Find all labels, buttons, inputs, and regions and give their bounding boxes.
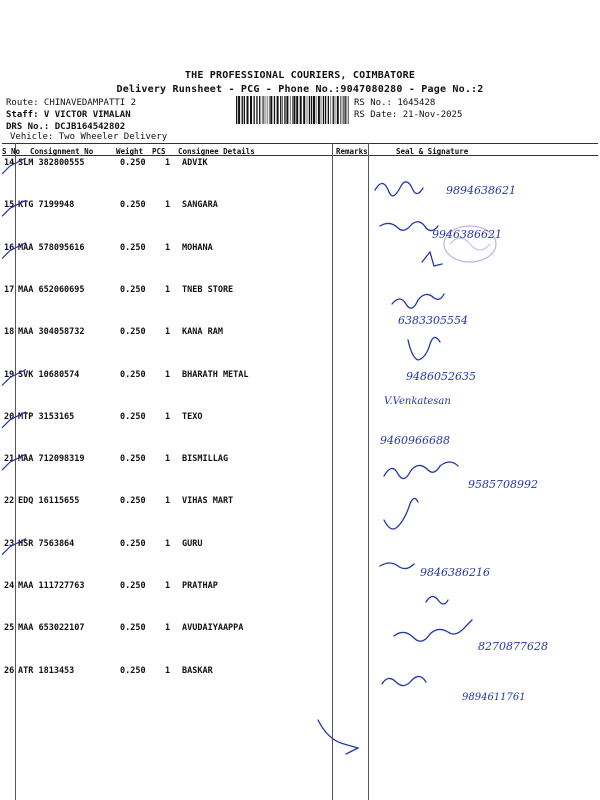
- row-consignment-no: MAA 712098319: [18, 454, 85, 465]
- barcode-bar: [259, 96, 260, 124]
- barcode-bar: [303, 96, 305, 124]
- barcode-bar: [331, 96, 332, 124]
- row-weight: 0.250: [120, 496, 146, 507]
- barcode-bar: [323, 96, 324, 124]
- row-weight: 0.250: [120, 623, 146, 634]
- handwritten-phone: 9894611761: [462, 692, 526, 703]
- barcode-bar: [238, 96, 240, 124]
- barcode: [236, 96, 350, 124]
- handwritten-phone: 9585708992: [468, 478, 538, 491]
- table-row: [2, 327, 598, 369]
- row-consignment-no: KTG 7199948: [18, 200, 75, 211]
- barcode-bar: [348, 96, 349, 124]
- barcode-bar: [311, 96, 312, 124]
- barcode-bar: [269, 96, 270, 124]
- drs-label: DRS No.: DCJB164542802: [6, 122, 126, 132]
- table-top-rule: [2, 143, 598, 144]
- barcode-bar: [242, 96, 243, 124]
- barcode-bar: [265, 96, 266, 124]
- row-consignee: SANGARA: [182, 200, 218, 211]
- row-sno: 24: [4, 581, 15, 591]
- row-weight: 0.250: [120, 284, 146, 295]
- vehicle-label: Vehicle: Two Wheeler Delivery: [10, 132, 168, 142]
- row-pcs: 1: [165, 581, 171, 591]
- row-consignee: KANA RAM: [182, 327, 223, 338]
- row-consignee: AVUDAIYAAPPA: [182, 623, 244, 634]
- row-sno: 25: [4, 623, 15, 634]
- row-pcs: 1: [165, 327, 171, 338]
- barcode-bar: [256, 96, 257, 124]
- col-header-remarks: Remarks: [336, 147, 368, 156]
- row-consignee: VIHAS MART: [182, 496, 234, 507]
- barcode-bar: [343, 96, 344, 124]
- barcode-bar: [286, 96, 288, 124]
- staff-label: Staff: V VICTOR VIMALAN: [6, 110, 131, 120]
- row-consignee: ADVIK: [182, 158, 208, 168]
- row-consignment-no: MAA 304058732: [18, 327, 85, 338]
- barcode-bar: [282, 96, 283, 124]
- handwritten-phone: 9894638621: [446, 184, 516, 197]
- handwritten-phone: 9846386216: [420, 566, 490, 579]
- table-row: [2, 623, 598, 665]
- barcode-bar: [274, 96, 275, 124]
- row-weight: 0.250: [120, 665, 146, 676]
- row-pcs: 1: [165, 538, 171, 549]
- table-row: [2, 454, 598, 496]
- row-sno: 22: [4, 496, 15, 507]
- col-header-weight: Weight: [116, 147, 144, 156]
- table-row: [2, 200, 598, 242]
- row-pcs: 1: [165, 242, 171, 253]
- barcode-bar: [270, 96, 272, 124]
- handwritten-phone: 9486052635: [406, 370, 476, 383]
- table-row: [2, 412, 598, 454]
- row-consignee: BISMILLAG: [182, 454, 229, 465]
- row-consignment-no: HSR 7563864: [18, 538, 75, 549]
- barcode-bar: [340, 96, 341, 124]
- barcode-bar: [313, 96, 315, 124]
- row-consignment-no: ATR 1813453: [18, 665, 75, 676]
- handwritten-phone: 9946386621: [432, 228, 502, 241]
- row-consignee: PRATHAP: [182, 581, 218, 591]
- row-consignee: BHARATH METAL: [182, 369, 249, 380]
- barcode-bar: [284, 96, 285, 124]
- row-consignee: BASKAR: [182, 665, 213, 676]
- row-consignment-no: MTP 3153165: [18, 411, 75, 422]
- barcode-bar: [309, 96, 310, 124]
- row-weight: 0.250: [120, 369, 146, 380]
- barcode-bar: [263, 96, 264, 124]
- row-weight: 0.250: [120, 327, 146, 338]
- row-sno: 26: [4, 665, 15, 676]
- table-row: [2, 243, 598, 285]
- row-weight: 0.250: [120, 454, 146, 465]
- row-consignment-no: EDQ 16115655: [18, 496, 80, 507]
- barcode-bar: [292, 96, 293, 124]
- row-consignment-no: SVK 10680574: [18, 369, 80, 380]
- rs-no-label: RS No.: 1645428: [354, 98, 436, 108]
- table-row: [2, 581, 598, 623]
- row-sno: 15: [4, 200, 15, 211]
- table-row: [2, 539, 598, 581]
- table-row: [2, 666, 598, 708]
- barcode-bar: [296, 96, 298, 124]
- row-weight: 0.250: [120, 538, 146, 549]
- row-weight: 0.250: [120, 581, 146, 591]
- barcode-bar: [307, 96, 308, 124]
- row-consignee: MOHANA: [182, 242, 213, 253]
- company-title: THE PROFESSIONAL COURIERS, COIMBATORE: [184, 70, 416, 81]
- row-consignment-no: MAA 578095616: [18, 242, 85, 253]
- row-pcs: 1: [165, 158, 171, 168]
- rs-date-label: RS Date: 21-Nov-2025: [354, 110, 463, 120]
- row-consignment-no: MAA 652060695: [18, 284, 85, 295]
- row-consignee: TNEB STORE: [182, 284, 234, 295]
- row-pcs: 1: [165, 665, 171, 676]
- row-pcs: 1: [165, 623, 171, 634]
- row-weight: 0.250: [120, 411, 146, 422]
- barcode-bar: [325, 96, 326, 124]
- row-weight: 0.250: [120, 200, 146, 211]
- row-sno: 21: [4, 454, 15, 465]
- barcode-bar: [250, 96, 252, 124]
- route-label: Route: CHINAVEDAMPATTI 2: [6, 98, 137, 108]
- row-pcs: 1: [165, 284, 171, 295]
- barcode-bar: [236, 96, 237, 124]
- row-sno: 20: [4, 411, 15, 422]
- barcode-bar: [347, 96, 348, 124]
- barcode-bar: [254, 96, 255, 124]
- barcode-bar: [280, 96, 281, 124]
- barcode-bar: [290, 96, 291, 124]
- barcode-bar: [316, 96, 317, 124]
- barcode-bar: [335, 96, 336, 124]
- row-weight: 0.250: [120, 158, 146, 168]
- row-sno: 23: [4, 538, 15, 549]
- row-consignment-no: MAA 653022107: [18, 623, 85, 634]
- row-consignment-no: MAA 111727763: [18, 581, 85, 591]
- row-consignee: GURU: [182, 538, 203, 549]
- row-consignee: TEXO: [182, 411, 203, 422]
- barcode-bar: [247, 96, 249, 124]
- row-pcs: 1: [165, 369, 171, 380]
- row-pcs: 1: [165, 454, 171, 465]
- handwritten-phone: 6383305554: [398, 314, 468, 327]
- col-header-consignment: Consignment No: [30, 147, 94, 156]
- barcode-bar: [342, 96, 343, 124]
- table-row: [2, 285, 598, 327]
- row-pcs: 1: [165, 200, 171, 211]
- barcode-bar: [321, 96, 322, 124]
- barcode-bar: [244, 96, 245, 124]
- handwritten-phone: 9460966688: [380, 434, 450, 447]
- barcode-bar: [262, 96, 263, 124]
- handwritten-phone: 8270877628: [478, 640, 548, 653]
- delivery-table: [2, 143, 598, 800]
- barcode-bar: [293, 96, 295, 124]
- col-header-consignee: Consignee Details: [178, 147, 255, 156]
- barcode-bar: [345, 96, 346, 124]
- runsheet-title: Delivery Runsheet - PCG - Phone No.:9047080280 - Page No.:2: [116, 84, 484, 95]
- barcode-bar: [318, 96, 320, 124]
- row-sno: 14: [4, 158, 15, 168]
- table-row: [2, 158, 598, 200]
- row-sno: 18: [4, 327, 15, 338]
- row-pcs: 1: [165, 496, 171, 507]
- row-weight: 0.250: [120, 242, 146, 253]
- row-pcs: 1: [165, 411, 171, 422]
- table-row: [2, 496, 598, 538]
- col-header-seal: Seal & Signature: [396, 147, 469, 156]
- row-consignment-no: SLM 382800555: [18, 158, 85, 168]
- barcode-bar: [328, 96, 329, 124]
- table-row: [2, 370, 598, 412]
- col-header-pcs: PCS: [152, 147, 166, 156]
- row-sno: 16: [4, 242, 15, 253]
- barcode-bar: [337, 96, 339, 124]
- row-sno: 17: [4, 284, 15, 295]
- barcode-bar: [267, 96, 268, 124]
- handwritten-name: V.Venkatesan: [384, 396, 451, 407]
- barcode-bar: [277, 96, 279, 124]
- barcode-bar: [300, 96, 302, 124]
- row-sno: 19: [4, 369, 15, 380]
- col-header-sno: S No: [2, 147, 21, 156]
- barcode-bar: [333, 96, 334, 124]
